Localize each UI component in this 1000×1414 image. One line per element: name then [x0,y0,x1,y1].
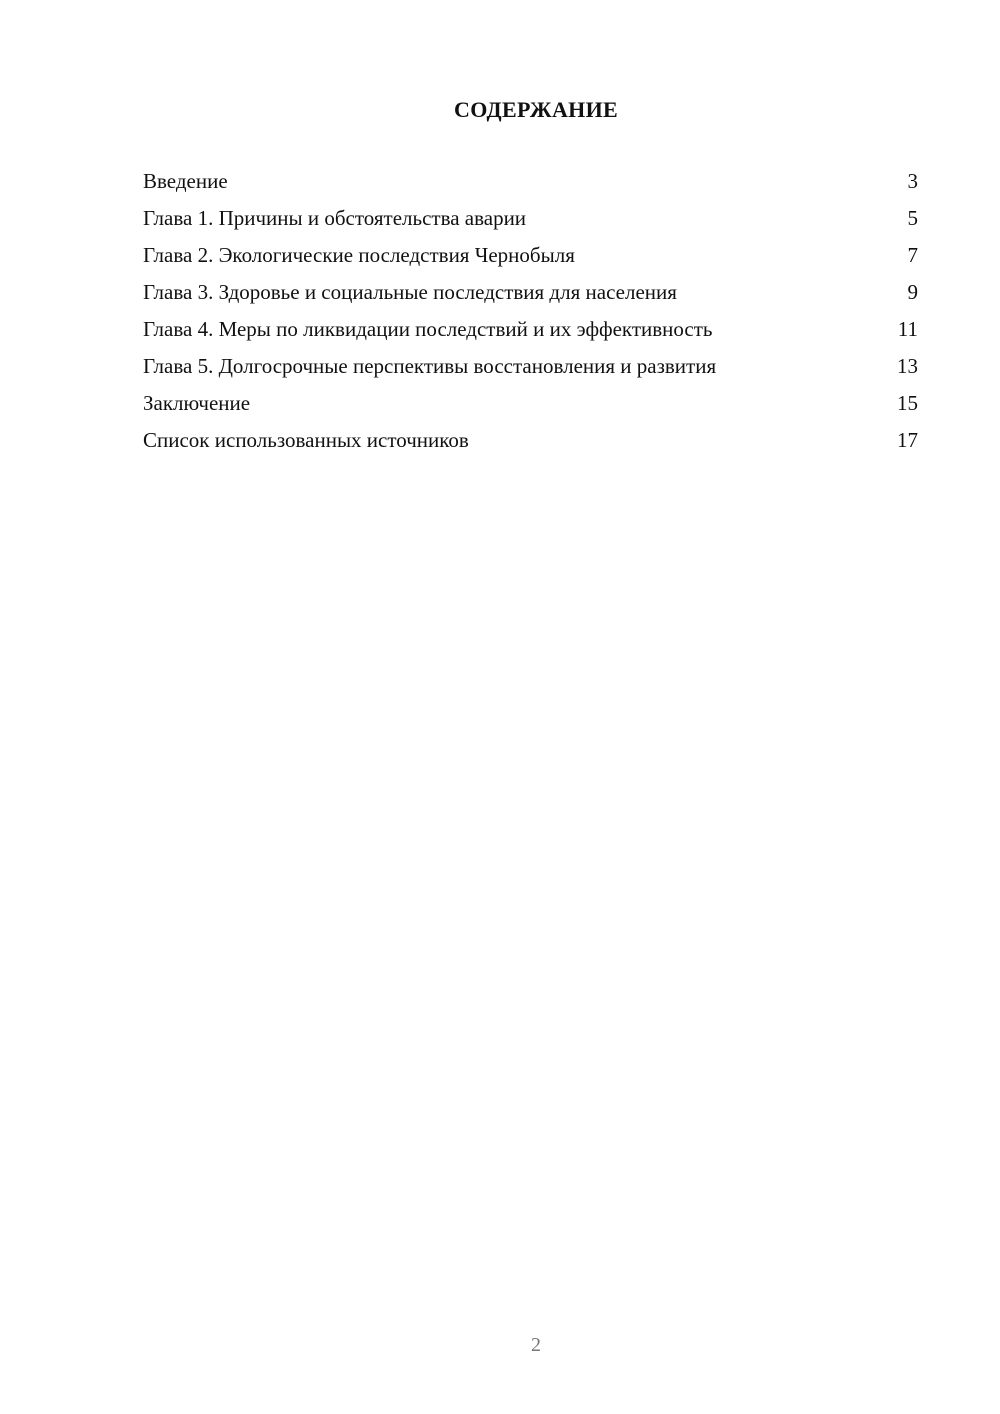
toc-entry-chapter-4[interactable] [143,316,918,343]
toc-entry-page: 15 [897,391,918,415]
toc-entry-chapter-3[interactable] [143,279,918,306]
toc-entry-page: 7 [907,243,918,267]
toc-entry-page: 17 [897,428,918,452]
toc-entry-label: Список использованных источников [143,428,469,452]
toc-entry-label: Глава 3. Здоровье и социальные последствия для населения [143,280,677,304]
toc-entry-label: Глава 4. Меры по ликвидации последствий и их эффективность [143,317,713,341]
toc-entry-page: 9 [907,280,918,304]
toc-entry-page: 5 [907,206,918,230]
toc-entry-page: 3 [907,169,918,193]
toc-entry-chapter-1[interactable] [143,205,918,232]
toc-entry-chapter-2[interactable] [143,242,918,269]
toc-entry-references[interactable] [143,427,918,454]
toc-entry-introduction[interactable] [143,168,918,195]
toc-entry-label: Заключение [143,391,251,415]
toc-entry-conclusion[interactable] [143,390,918,417]
toc-entry-label: Глава 5. Долгосрочные перспективы восстановления и развития [143,354,717,378]
toc-entry-page: 11 [897,317,918,341]
page-number: 2 [531,1334,541,1356]
table-of-contents [143,168,918,464]
toc-entry-label: Глава 2. Экологические последствия Чернобыля [143,243,575,267]
toc-entry-chapter-5[interactable] [143,353,918,380]
toc-entry-page: 13 [897,354,918,378]
toc-entry-label: Глава 1. Причины и обстоятельства аварии [143,206,527,230]
toc-title: СОДЕРЖАНИЕ [454,97,618,122]
toc-entry-label: Введение [143,169,228,193]
